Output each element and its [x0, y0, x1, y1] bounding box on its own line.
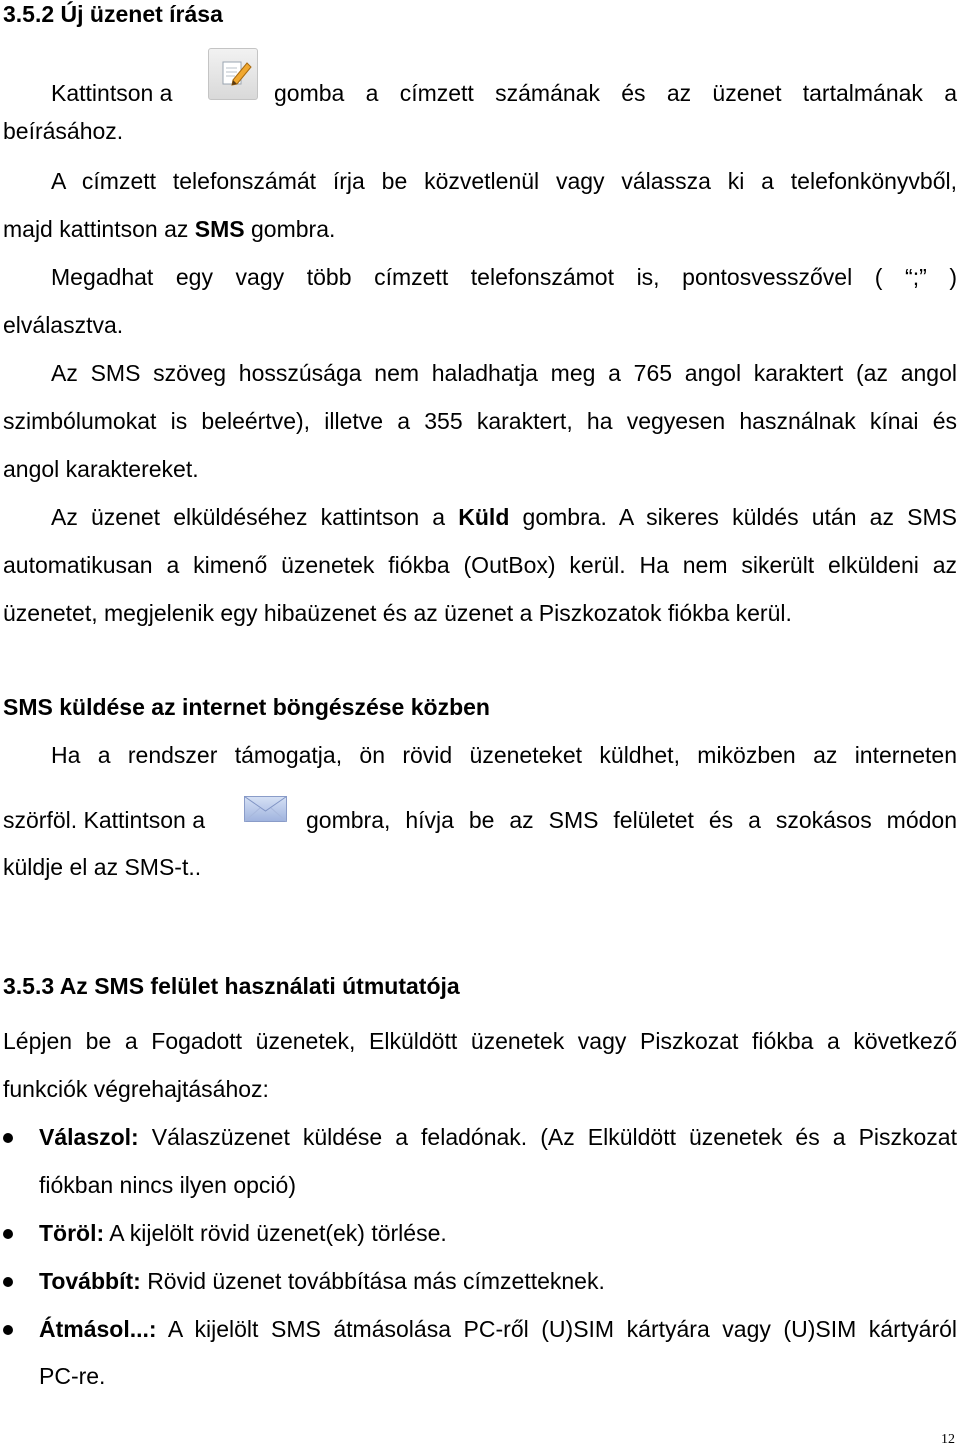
page-number: 12 — [941, 1432, 955, 1447]
list-item: Válaszol: Válaszüzenet küldése a feladónak. (Az Elküldött üzenetek és a Piszkozat — [39, 1124, 957, 1150]
paragraph-text: Megadhat egy vagy több címzett telefonszámot is, pontosvesszővel ( “;” ) — [51, 264, 957, 290]
list-item: Töröl: A kijelölt rövid üzenet(ek) törlése. — [39, 1220, 447, 1246]
envelope-sms-icon — [244, 796, 287, 822]
paragraph-text: Az üzenet elküldéséhez kattintson a Küld gombra. A sikeres küldés után az SMS — [51, 504, 957, 530]
paragraph-text: Az SMS szöveg hosszúsága nem haladhatja meg a 765 angol karaktert (az angol — [51, 360, 957, 386]
paragraph-text: Lépjen be a Fogadott üzenetek, Elküldött üzenetek vagy Piszkozat fiókba a következő — [3, 1028, 957, 1054]
paragraph-text: szimbólumokat is beleértve), illetve a 355 karaktert, ha vegyesen használnak kínai és — [3, 408, 957, 434]
paragraph-text: majd kattintson az SMS gombra. — [3, 216, 336, 242]
paragraph-text: funkciók végrehajtásához: — [3, 1076, 269, 1102]
list-item-continuation: fiókban nincs ilyen opció) — [39, 1172, 296, 1198]
paragraph-text: Ha a rendszer támogatja, ön rövid üzeneteket küldhet, miközben az interneten — [51, 742, 957, 768]
paragraph-text: Kattintson a — [51, 80, 173, 106]
bullet-icon — [3, 1229, 13, 1239]
send-label: Küld — [458, 504, 510, 530]
section-heading-browsing: SMS küldése az internet böngészése közben — [3, 694, 490, 720]
paragraph-text: angol karaktereket. — [3, 456, 199, 482]
section-heading-352: 3.5.2 Új üzenet írása — [3, 1, 223, 27]
bullet-icon — [3, 1133, 13, 1143]
paragraph-text: elválasztva. — [3, 312, 124, 338]
list-item-continuation: PC-re. — [39, 1363, 106, 1389]
paragraph-text: beírásához. — [3, 118, 124, 144]
paragraph-text: gombra, hívja be az SMS felületet és a szokásos módon — [306, 807, 957, 833]
paragraph-text: gomba a címzett számának és az üzenet tartalmának a — [274, 80, 957, 106]
sms-button[interactable] — [244, 796, 287, 822]
bullet-icon — [3, 1325, 13, 1335]
paragraph-text: üzenetet, megjelenik egy hibaüzenet és az üzenet a Piszkozatok fiókba kerül. — [3, 600, 792, 626]
paragraph-text: szörföl. Kattintson a — [3, 807, 205, 833]
list-item: Átmásol...: A kijelölt SMS átmásolása PC-ről (U)SIM kártyára vagy (U)SIM kártyáról — [39, 1316, 957, 1342]
pencil-edit-icon — [209, 49, 257, 99]
list-item: Továbbít: Rövid üzenet továbbítása más címzetteknek. — [39, 1268, 605, 1294]
new-message-button[interactable] — [208, 48, 258, 100]
bullet-icon — [3, 1277, 13, 1287]
paragraph-text: A címzett telefonszámát írja be közvetlenül vagy válassza ki a telefonkönyvből, — [51, 168, 957, 194]
paragraph-text: küldje el az SMS-t.. — [3, 854, 202, 880]
paragraph-text: automatikusan a kimenő üzenetek fiókba (OutBox) kerül. Ha nem sikerült elküldeni az — [3, 552, 957, 578]
section-heading-353: 3.5.3 Az SMS felület használati útmutatója — [3, 973, 460, 999]
sms-label: SMS — [194, 216, 245, 242]
